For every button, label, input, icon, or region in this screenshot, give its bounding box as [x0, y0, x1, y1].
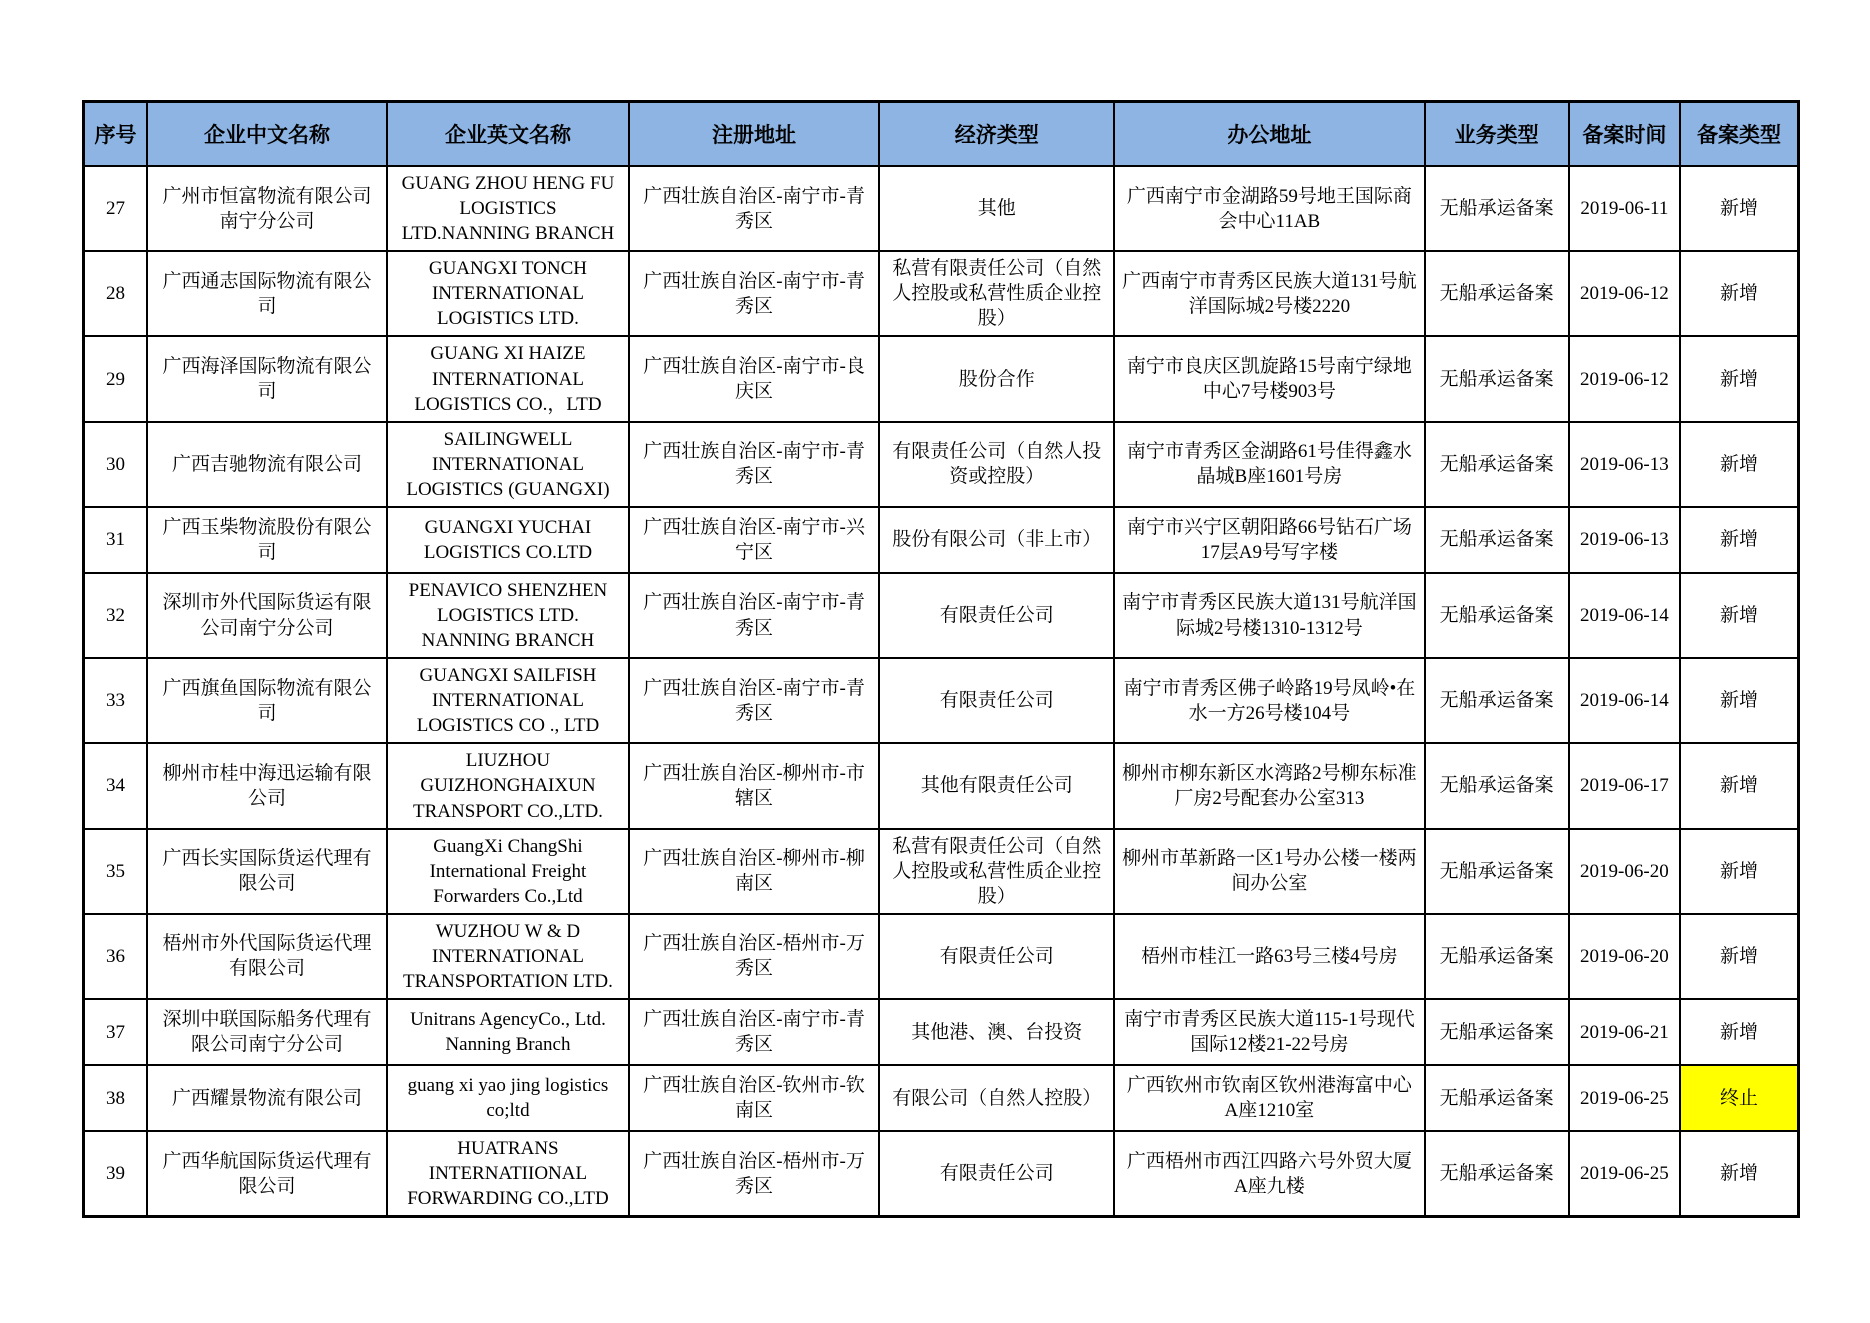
cell-biz-type: 无船承运备案: [1425, 507, 1569, 573]
cell-econ-type: 股份有限公司（非上市）: [879, 507, 1114, 573]
cell-reg-addr: 广西壮族自治区-南宁市-青秀区: [629, 999, 879, 1065]
cell-filing-date: 2019-06-13: [1569, 507, 1680, 573]
cell-filing-type: 新增: [1680, 251, 1798, 336]
cell-index: 33: [84, 658, 147, 743]
cell-en-name: GUANGXI TONCH INTERNATIONAL LOGISTICS LTD.: [387, 251, 629, 336]
table-body: [84, 166, 1799, 1217]
cell-biz-type: 无船承运备案: [1425, 1065, 1569, 1131]
cell-biz-type: 无船承运备案: [1425, 251, 1569, 336]
cell-en-name: SAILINGWELL INTERNATIONAL LOGISTICS (GUANGXI): [387, 422, 629, 507]
cell-reg-addr: 广西壮族自治区-南宁市-青秀区: [629, 573, 879, 658]
col-header-index: 序号: [84, 102, 147, 167]
cell-biz-type: 无船承运备案: [1425, 658, 1569, 743]
cell-econ-type: 有限公司（自然人控股）: [879, 1065, 1114, 1131]
cell-filing-type: 新增: [1680, 336, 1798, 421]
col-header-reg-addr: 注册地址: [629, 102, 879, 167]
cell-en-name: HUATRANS INTERNATIIONAL FORWARDING CO.,LTD: [387, 1131, 629, 1217]
cell-biz-type: 无船承运备案: [1425, 914, 1569, 999]
cell-cn-name: 广西玉柴物流股份有限公司: [147, 507, 387, 573]
cell-biz-type: 无船承运备案: [1425, 1131, 1569, 1217]
cell-filing-date: 2019-06-11: [1569, 166, 1680, 251]
cell-en-name: Unitrans AgencyCo., Ltd. Nanning Branch: [387, 999, 629, 1065]
cell-office-addr: 南宁市青秀区民族大道131号航洋国际城2号楼1310-1312号: [1114, 573, 1424, 658]
cell-index: 37: [84, 999, 147, 1065]
cell-biz-type: 无船承运备案: [1425, 166, 1569, 251]
cell-index: 27: [84, 166, 147, 251]
cell-filing-type: 新增: [1680, 1131, 1798, 1217]
table-row: [84, 422, 1799, 507]
cell-en-name: WUZHOU W & D INTERNATIONAL TRANSPORTATION LTD.: [387, 914, 629, 999]
cell-index: 39: [84, 1131, 147, 1217]
col-header-filing-type: 备案类型: [1680, 102, 1798, 167]
cell-en-name: GuangXi ChangShi International Freight Forwarders Co.,Ltd: [387, 829, 629, 914]
cell-office-addr: 南宁市兴宁区朝阳路66号钻石广场17层A9号写字楼: [1114, 507, 1424, 573]
cell-cn-name: 广西华航国际货运代理有限公司: [147, 1131, 387, 1217]
cell-filing-date: 2019-06-25: [1569, 1065, 1680, 1131]
cell-en-name: GUANG ZHOU HENG FU LOGISTICS LTD.NANNING BRANCH: [387, 166, 629, 251]
cell-cn-name: 广西长实国际货运代理有限公司: [147, 829, 387, 914]
cell-reg-addr: 广西壮族自治区-南宁市-兴宁区: [629, 507, 879, 573]
table-row: [84, 336, 1799, 421]
cell-cn-name: 广西海泽国际物流有限公司: [147, 336, 387, 421]
cell-filing-type: 新增: [1680, 573, 1798, 658]
cell-biz-type: 无船承运备案: [1425, 743, 1569, 828]
cell-cn-name: 广州市恒富物流有限公司南宁分公司: [147, 166, 387, 251]
cell-office-addr: 梧州市桂江一路63号三楼4号房: [1114, 914, 1424, 999]
cell-biz-type: 无船承运备案: [1425, 829, 1569, 914]
cell-en-name: LIUZHOU GUIZHONGHAIXUN TRANSPORT CO.,LTD.: [387, 743, 629, 828]
cell-econ-type: 其他港、澳、台投资: [879, 999, 1114, 1065]
cell-biz-type: 无船承运备案: [1425, 573, 1569, 658]
table-row: [84, 999, 1799, 1065]
col-header-biz-type: 业务类型: [1425, 102, 1569, 167]
table-row: [84, 829, 1799, 914]
cell-filing-date: 2019-06-20: [1569, 829, 1680, 914]
cell-econ-type: 有限责任公司: [879, 914, 1114, 999]
table-row: [84, 914, 1799, 999]
table-row: [84, 1131, 1799, 1217]
cell-en-name: PENAVICO SHENZHEN LOGISTICS LTD. NANNING BRANCH: [387, 573, 629, 658]
cell-filing-type: 新增: [1680, 422, 1798, 507]
cell-reg-addr: 广西壮族自治区-柳州市-市辖区: [629, 743, 879, 828]
cell-cn-name: 广西旗鱼国际物流有限公司: [147, 658, 387, 743]
table-row: [84, 507, 1799, 573]
cell-filing-type: 终止: [1680, 1065, 1798, 1131]
cell-reg-addr: 广西壮族自治区-梧州市-万秀区: [629, 914, 879, 999]
cell-reg-addr: 广西壮族自治区-南宁市-青秀区: [629, 658, 879, 743]
cell-office-addr: 柳州市柳东新区水湾路2号柳东标准厂房2号配套办公室313: [1114, 743, 1424, 828]
cell-econ-type: 有限责任公司: [879, 658, 1114, 743]
cell-filing-date: 2019-06-14: [1569, 658, 1680, 743]
cell-econ-type: 私营有限责任公司（自然人控股或私营性质企业控股）: [879, 251, 1114, 336]
cell-biz-type: 无船承运备案: [1425, 422, 1569, 507]
cell-filing-type: 新增: [1680, 658, 1798, 743]
col-header-en-name: 企业英文名称: [387, 102, 629, 167]
cell-filing-type: 新增: [1680, 743, 1798, 828]
cell-office-addr: 广西南宁市金湖路59号地王国际商会中心11AB: [1114, 166, 1424, 251]
cell-en-name: GUANGXI YUCHAI LOGISTICS CO.LTD: [387, 507, 629, 573]
cell-cn-name: 广西吉驰物流有限公司: [147, 422, 387, 507]
cell-biz-type: 无船承运备案: [1425, 999, 1569, 1065]
cell-filing-date: 2019-06-17: [1569, 743, 1680, 828]
cell-filing-date: 2019-06-25: [1569, 1131, 1680, 1217]
cell-filing-date: 2019-06-20: [1569, 914, 1680, 999]
cell-office-addr: 南宁市青秀区民族大道115-1号现代国际12楼21-22号房: [1114, 999, 1424, 1065]
table-row: [84, 743, 1799, 828]
cell-reg-addr: 广西壮族自治区-南宁市-青秀区: [629, 166, 879, 251]
cell-index: 32: [84, 573, 147, 658]
cell-econ-type: 股份合作: [879, 336, 1114, 421]
table-row: [84, 573, 1799, 658]
cell-index: 35: [84, 829, 147, 914]
cell-index: 29: [84, 336, 147, 421]
cell-econ-type: 私营有限责任公司（自然人控股或私营性质企业控股）: [879, 829, 1114, 914]
table-row: [84, 658, 1799, 743]
cell-index: 30: [84, 422, 147, 507]
cell-cn-name: 广西耀景物流有限公司: [147, 1065, 387, 1131]
cell-filing-type: 新增: [1680, 166, 1798, 251]
cell-office-addr: 广西南宁市青秀区民族大道131号航洋国际城2号楼2220: [1114, 251, 1424, 336]
cell-filing-date: 2019-06-12: [1569, 251, 1680, 336]
cell-reg-addr: 广西壮族自治区-柳州市-柳南区: [629, 829, 879, 914]
cell-filing-date: 2019-06-14: [1569, 573, 1680, 658]
cell-filing-date: 2019-06-13: [1569, 422, 1680, 507]
cell-filing-type: 新增: [1680, 829, 1798, 914]
cell-office-addr: 南宁市青秀区金湖路61号佳得鑫水晶城B座1601号房: [1114, 422, 1424, 507]
cell-cn-name: 柳州市桂中海迅运输有限公司: [147, 743, 387, 828]
cell-filing-type: 新增: [1680, 507, 1798, 573]
nvocc-filing-table: [82, 100, 1800, 1218]
cell-reg-addr: 广西壮族自治区-梧州市-万秀区: [629, 1131, 879, 1217]
cell-econ-type: 其他有限责任公司: [879, 743, 1114, 828]
cell-cn-name: 深圳市外代国际货运有限公司南宁分公司: [147, 573, 387, 658]
cell-econ-type: 有限责任公司: [879, 573, 1114, 658]
cell-biz-type: 无船承运备案: [1425, 336, 1569, 421]
table-row: [84, 251, 1799, 336]
cell-econ-type: 其他: [879, 166, 1114, 251]
cell-index: 28: [84, 251, 147, 336]
table-header-row: [84, 102, 1799, 167]
cell-en-name: GUANG XI HAIZE INTERNATIONAL LOGISTICS CO.，LTD: [387, 336, 629, 421]
table-row: [84, 1065, 1799, 1131]
cell-filing-date: 2019-06-12: [1569, 336, 1680, 421]
cell-office-addr: 南宁市青秀区佛子岭路19号凤岭•在水一方26号楼104号: [1114, 658, 1424, 743]
cell-index: 34: [84, 743, 147, 828]
cell-index: 31: [84, 507, 147, 573]
cell-office-addr: 南宁市良庆区凯旋路15号南宁绿地中心7号楼903号: [1114, 336, 1424, 421]
cell-index: 38: [84, 1065, 147, 1131]
cell-office-addr: 柳州市革新路一区1号办公楼一楼两间办公室: [1114, 829, 1424, 914]
cell-reg-addr: 广西壮族自治区-钦州市-钦南区: [629, 1065, 879, 1131]
cell-reg-addr: 广西壮族自治区-南宁市-青秀区: [629, 251, 879, 336]
cell-reg-addr: 广西壮族自治区-南宁市-青秀区: [629, 422, 879, 507]
cell-filing-date: 2019-06-21: [1569, 999, 1680, 1065]
cell-cn-name: 广西通志国际物流有限公司: [147, 251, 387, 336]
cell-econ-type: 有限责任公司: [879, 1131, 1114, 1217]
col-header-filing-date: 备案时间: [1569, 102, 1680, 167]
col-header-econ-type: 经济类型: [879, 102, 1114, 167]
cell-filing-type: 新增: [1680, 914, 1798, 999]
cell-index: 36: [84, 914, 147, 999]
cell-econ-type: 有限责任公司（自然人投资或控股）: [879, 422, 1114, 507]
col-header-cn-name: 企业中文名称: [147, 102, 387, 167]
cell-office-addr: 广西钦州市钦南区钦州港海富中心A座1210室: [1114, 1065, 1424, 1131]
table-row: [84, 166, 1799, 251]
col-header-office-addr: 办公地址: [1114, 102, 1424, 167]
cell-en-name: guang xi yao jing logistics co;ltd: [387, 1065, 629, 1131]
cell-filing-type: 新增: [1680, 999, 1798, 1065]
cell-cn-name: 梧州市外代国际货运代理有限公司: [147, 914, 387, 999]
cell-reg-addr: 广西壮族自治区-南宁市-良庆区: [629, 336, 879, 421]
cell-office-addr: 广西梧州市西江四路六号外贸大厦A座九楼: [1114, 1131, 1424, 1217]
cell-cn-name: 深圳中联国际船务代理有限公司南宁分公司: [147, 999, 387, 1065]
cell-en-name: GUANGXI SAILFISH INTERNATIONAL LOGISTICS CO ., LTD: [387, 658, 629, 743]
